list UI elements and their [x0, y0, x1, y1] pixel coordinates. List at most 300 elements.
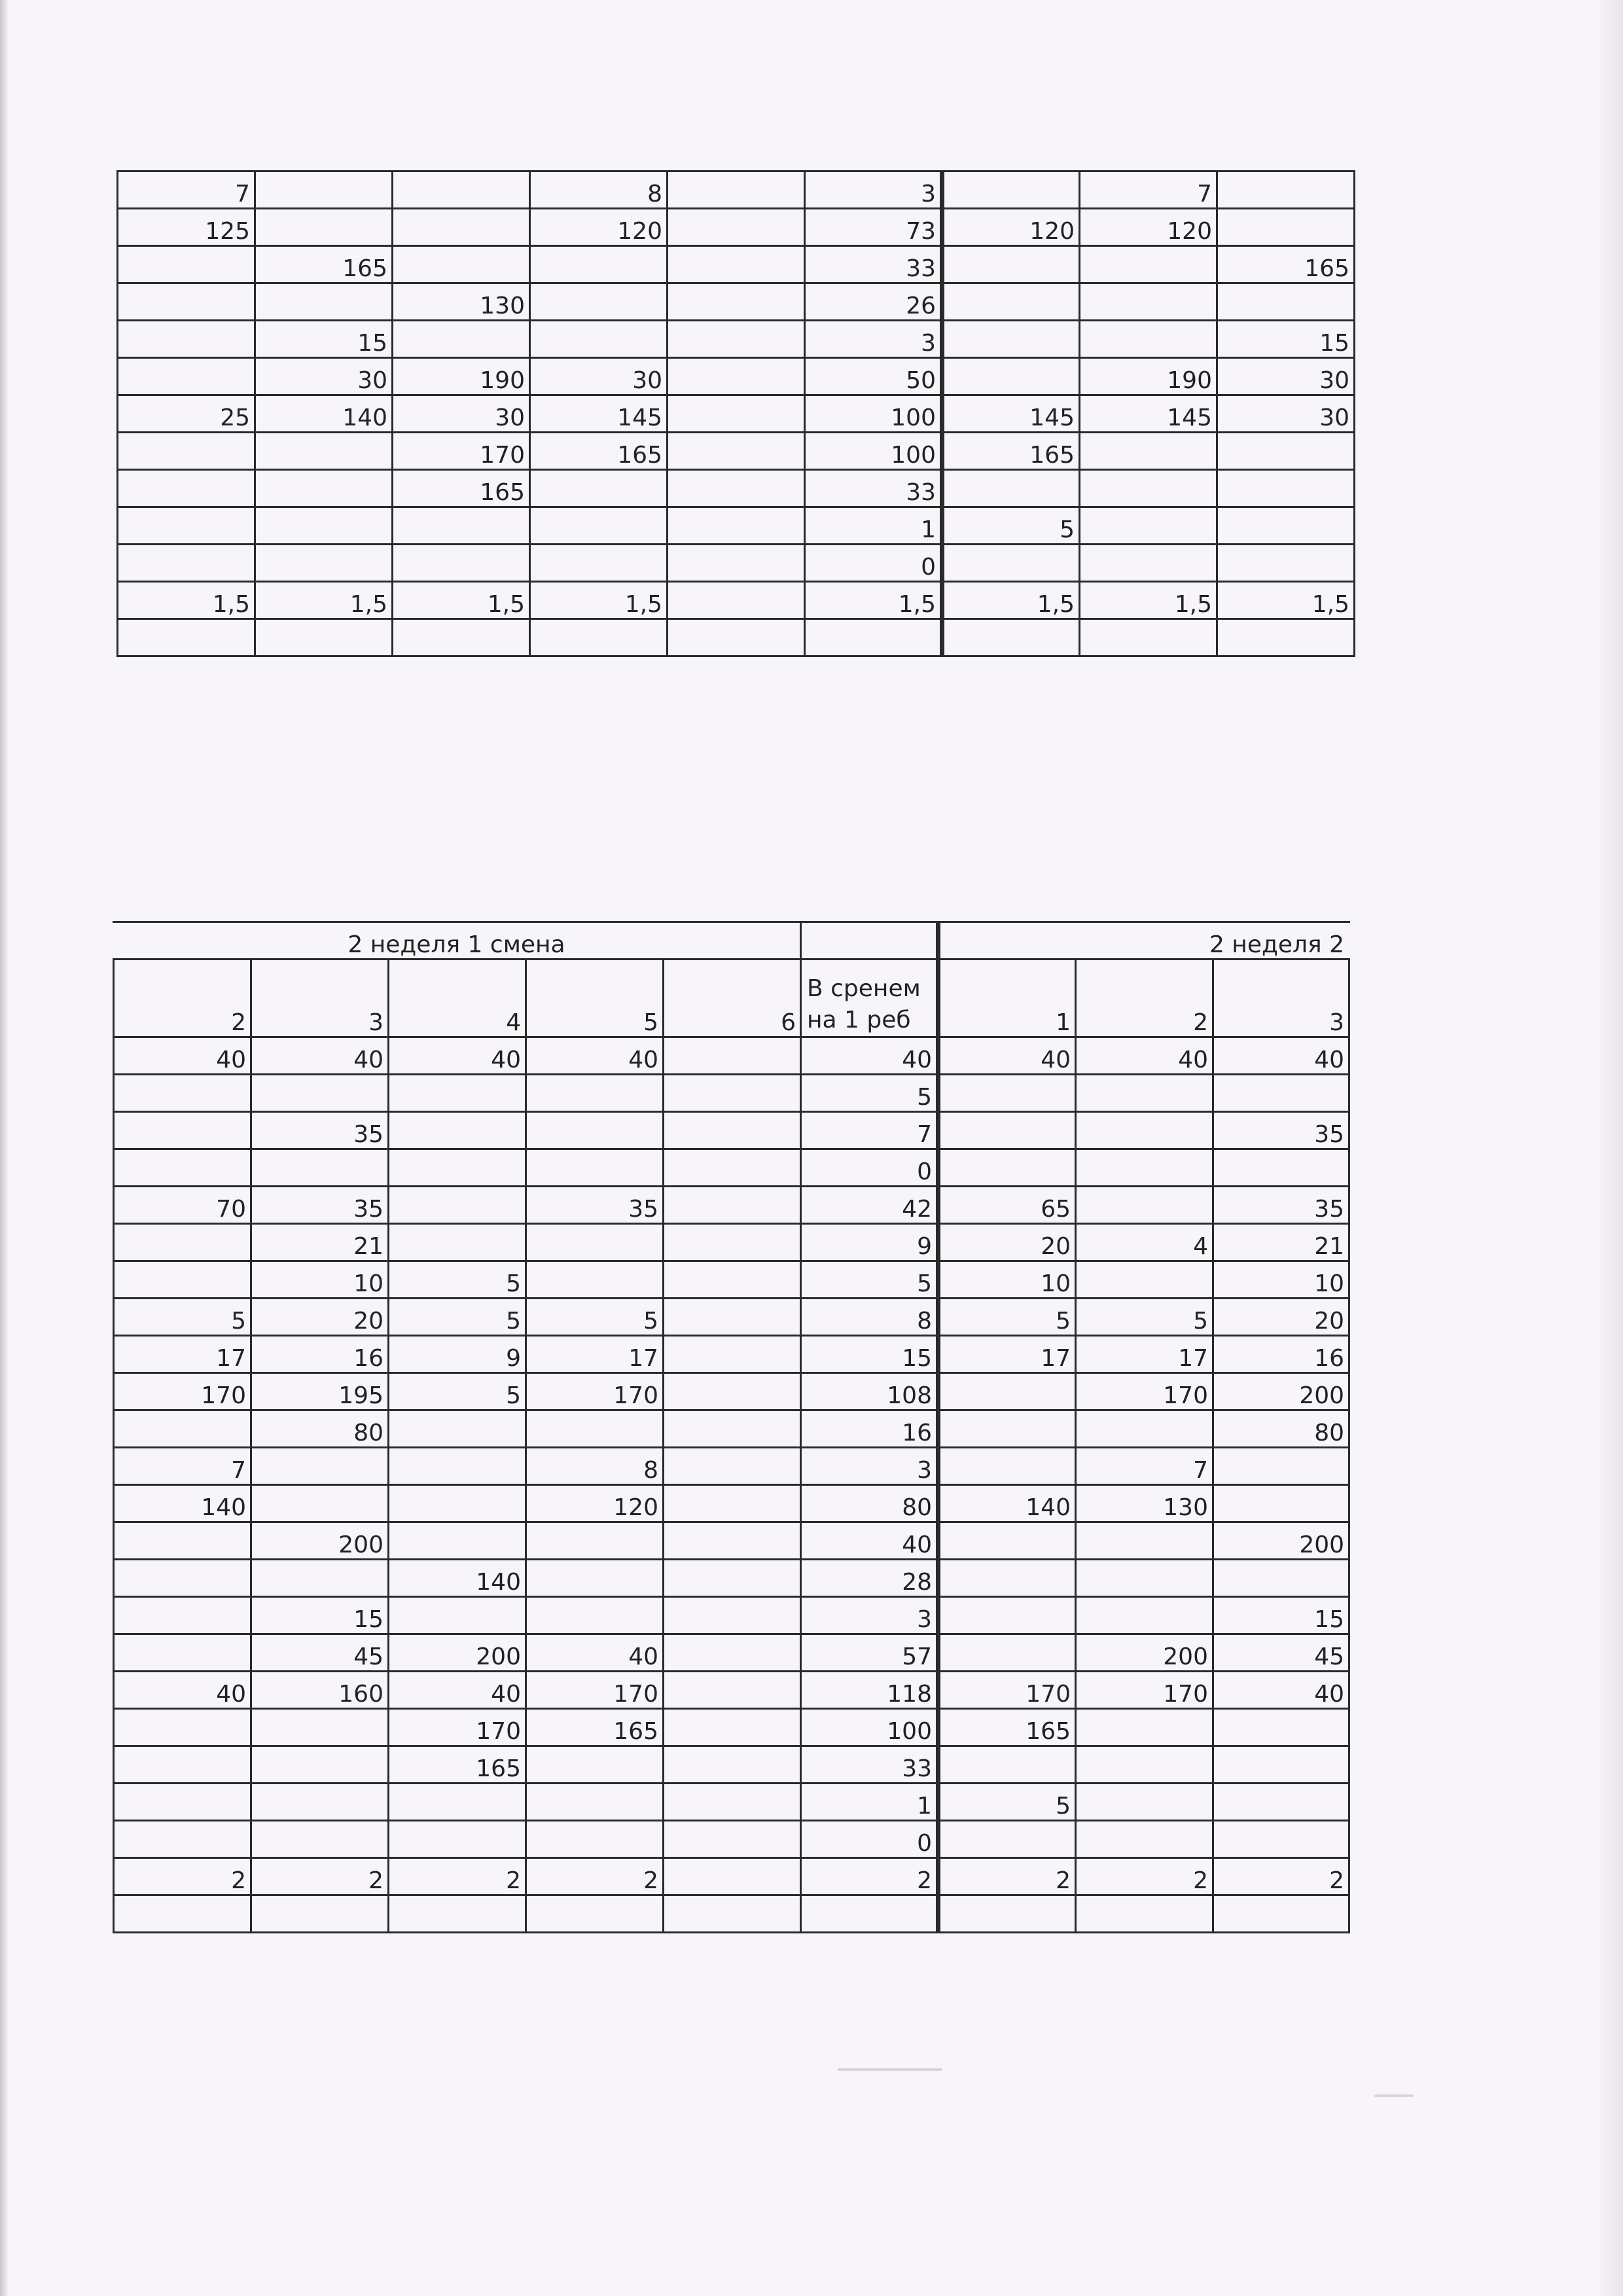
table-cell: 26 [805, 283, 942, 321]
table-cell [668, 545, 805, 582]
table-cell [942, 470, 1080, 507]
table-cell: 200 [251, 1522, 389, 1560]
table-cell [664, 1037, 801, 1075]
table-cell [1217, 545, 1355, 582]
table-cell [664, 1858, 801, 1895]
table-cell: 200 [1213, 1522, 1349, 1560]
table-cell [938, 1112, 1076, 1149]
table-cell: 17 [938, 1336, 1076, 1373]
table-cell: 40 [114, 1037, 251, 1075]
table-cell: 100 [805, 395, 942, 433]
table-row [118, 246, 1355, 283]
table-cell [805, 619, 942, 656]
table-cell: 0 [801, 1821, 938, 1858]
table-cell [118, 470, 255, 507]
table-cell [389, 1112, 526, 1149]
table-cell: 33 [805, 246, 942, 283]
table-cell: 165 [938, 1709, 1076, 1746]
table-cell [1213, 1895, 1349, 1933]
table-cell [114, 1261, 251, 1299]
table-cell: 2 [389, 1858, 526, 1895]
table-cell [526, 1522, 664, 1560]
table-cell: 170 [526, 1373, 664, 1410]
table-cell [668, 507, 805, 545]
table-cell: 190 [1080, 358, 1217, 395]
table-cell: 40 [1213, 1672, 1349, 1709]
table-cell [668, 470, 805, 507]
section-title-2: 2 неделя 2 [938, 922, 1349, 960]
table-row [114, 1299, 1349, 1336]
table-cell [942, 283, 1080, 321]
table-cell [938, 1075, 1076, 1112]
table-cell [530, 619, 668, 656]
table-cell [664, 1522, 801, 1560]
table-cell: 8 [530, 171, 668, 209]
table-cell: 15 [251, 1597, 389, 1634]
table-cell: 118 [801, 1672, 938, 1709]
table-cell [664, 1746, 801, 1784]
table-cell: 3 [801, 1448, 938, 1485]
table-cell [526, 1560, 664, 1597]
table-cell: 120 [530, 209, 668, 246]
table-cell: 1,5 [942, 582, 1080, 619]
table-cell [1213, 1746, 1349, 1784]
table-cell: 7 [1076, 1448, 1213, 1485]
table-cell: 3 [801, 1597, 938, 1634]
table-cell [530, 321, 668, 358]
table-cell [664, 1672, 801, 1709]
table-cell [938, 1560, 1076, 1597]
table-cell [664, 1224, 801, 1261]
table-cell [389, 1187, 526, 1224]
table-cell: 2 [801, 1858, 938, 1895]
table-cell: 40 [1076, 1037, 1213, 1075]
table-cell [389, 1597, 526, 1634]
table-cell [251, 1075, 389, 1112]
table-cell [251, 1560, 389, 1597]
table-cell: 1,5 [530, 582, 668, 619]
table-cell [664, 1821, 801, 1858]
table-cell: 108 [801, 1373, 938, 1410]
table-cell [664, 1299, 801, 1336]
table-cell [1213, 1560, 1349, 1597]
table-row [118, 470, 1355, 507]
table-cell [389, 1410, 526, 1448]
table-cell [118, 283, 255, 321]
table-cell [255, 507, 393, 545]
table-cell: 5 [526, 1299, 664, 1336]
table-cell: 35 [1213, 1112, 1349, 1149]
table-cell: 1,5 [118, 582, 255, 619]
table-cell: 170 [1076, 1373, 1213, 1410]
table-cell: 28 [801, 1560, 938, 1597]
table-row [114, 1410, 1349, 1448]
table-cell: 200 [389, 1634, 526, 1672]
table-cell [938, 1821, 1076, 1858]
table-cell: 80 [251, 1410, 389, 1448]
table-cell [1080, 246, 1217, 283]
table-cell: 200 [1213, 1373, 1349, 1410]
section-header-spacer [801, 922, 938, 960]
table-cell [393, 209, 530, 246]
table-cell [1076, 1075, 1213, 1112]
table-cell [1076, 1597, 1213, 1634]
table-cell: 25 [118, 395, 255, 433]
table-cell [389, 1075, 526, 1112]
table-cell: 2 [114, 1858, 251, 1895]
table-cell: 45 [1213, 1634, 1349, 1672]
table-cell: 35 [526, 1187, 664, 1224]
table-cell [1076, 1410, 1213, 1448]
table-cell [1080, 619, 1217, 656]
table-cell [251, 1448, 389, 1485]
table-cell [1213, 1075, 1349, 1112]
table-cell: 165 [255, 246, 393, 283]
column-header: 1 [938, 960, 1076, 1037]
table-cell: 5 [938, 1784, 1076, 1821]
table-cell [251, 1709, 389, 1746]
table-cell [942, 246, 1080, 283]
table-cell: 40 [801, 1522, 938, 1560]
table-cell [1076, 1821, 1213, 1858]
table-cell [255, 433, 393, 470]
table-cell: 70 [114, 1187, 251, 1224]
table-cell [1080, 507, 1217, 545]
table-cell: 1,5 [255, 582, 393, 619]
table-cell: 100 [801, 1709, 938, 1746]
table-cell [255, 171, 393, 209]
table-cell: 15 [255, 321, 393, 358]
table-cell: 17 [1076, 1336, 1213, 1373]
table-cell: 140 [114, 1485, 251, 1522]
column-header: 2 [1076, 960, 1213, 1037]
table-cell: 16 [801, 1410, 938, 1448]
table-cell [1217, 283, 1355, 321]
table-row [118, 283, 1355, 321]
table-cell: 145 [1080, 395, 1217, 433]
table-cell [1076, 1187, 1213, 1224]
table-cell [526, 1224, 664, 1261]
table-cell: 30 [393, 395, 530, 433]
table-cell [526, 1261, 664, 1299]
table-cell: 40 [801, 1037, 938, 1075]
table-cell [1080, 283, 1217, 321]
table-cell [389, 1448, 526, 1485]
table-cell: 17 [114, 1336, 251, 1373]
table-cell: 20 [938, 1224, 1076, 1261]
table-cell: 33 [805, 470, 942, 507]
table-cell: 1 [805, 507, 942, 545]
table-cell [668, 358, 805, 395]
scan-left-edge [0, 0, 9, 2296]
table-row [114, 1037, 1349, 1075]
table-cell: 165 [942, 433, 1080, 470]
table-cell [393, 545, 530, 582]
table-cell: 9 [389, 1336, 526, 1373]
table-cell [114, 1522, 251, 1560]
table-cell: 35 [251, 1187, 389, 1224]
table-cell [114, 1746, 251, 1784]
table-cell: 5 [1076, 1299, 1213, 1336]
table-cell [114, 1224, 251, 1261]
table-cell: 5 [389, 1261, 526, 1299]
table-cell [664, 1373, 801, 1410]
table-cell: 16 [1213, 1336, 1349, 1373]
table-cell [668, 433, 805, 470]
table-cell: 40 [526, 1037, 664, 1075]
table-cell [938, 1746, 1076, 1784]
table-row [114, 1709, 1349, 1746]
table-row [118, 545, 1355, 582]
table-cell [668, 246, 805, 283]
table-cell: 10 [938, 1261, 1076, 1299]
table-cell [118, 246, 255, 283]
table-cell [251, 1746, 389, 1784]
table-cell: 21 [251, 1224, 389, 1261]
table-cell: 2 [526, 1858, 664, 1895]
table-cell [664, 1336, 801, 1373]
table-cell [526, 1784, 664, 1821]
table-cell [938, 1149, 1076, 1187]
table-row [118, 619, 1355, 656]
table-cell [1080, 545, 1217, 582]
table-row [114, 1336, 1349, 1373]
table-row [114, 1746, 1349, 1784]
table-cell: 4 [1076, 1224, 1213, 1261]
table-cell: 120 [1080, 209, 1217, 246]
table-cell [938, 1522, 1076, 1560]
table-cell [1076, 1522, 1213, 1560]
table-cell [114, 1149, 251, 1187]
table-cell: 40 [389, 1037, 526, 1075]
table-cell [393, 619, 530, 656]
table-row [118, 582, 1355, 619]
table-cell [389, 1784, 526, 1821]
column-header: 3 [1213, 960, 1349, 1037]
column-header: 2 [114, 960, 251, 1037]
table-cell: 2 [251, 1858, 389, 1895]
table-row [114, 1149, 1349, 1187]
table-row [114, 1522, 1349, 1560]
table-cell: 7 [801, 1112, 938, 1149]
table-cell [668, 321, 805, 358]
table-cell: 190 [393, 358, 530, 395]
column-header-row [114, 960, 1349, 1037]
table-cell: 40 [114, 1672, 251, 1709]
table-cell [114, 1075, 251, 1112]
table-cell [114, 1895, 251, 1933]
table-cell [530, 470, 668, 507]
table-cell [938, 1410, 1076, 1448]
table-cell [1217, 433, 1355, 470]
scan-right-edge [1597, 0, 1623, 2296]
table-cell [1080, 321, 1217, 358]
table-cell [114, 1597, 251, 1634]
section-header-row [114, 922, 1349, 960]
table-cell: 1,5 [393, 582, 530, 619]
table-cell [530, 507, 668, 545]
table-row [114, 1634, 1349, 1672]
table-cell [942, 619, 1080, 656]
table-cell: 195 [251, 1373, 389, 1410]
table-cell [1217, 171, 1355, 209]
table-cell [938, 1373, 1076, 1410]
table-cell: 140 [389, 1560, 526, 1597]
column-header: 4 [389, 960, 526, 1037]
table-cell [118, 507, 255, 545]
table-cell: 30 [1217, 395, 1355, 433]
column-header-average: В сренем на 1 реб [801, 960, 938, 1037]
table-cell [664, 1895, 801, 1933]
table-cell [389, 1149, 526, 1187]
table-cell: 7 [114, 1448, 251, 1485]
table-cell [526, 1895, 664, 1933]
table-cell [664, 1560, 801, 1597]
table-cell: 5 [114, 1299, 251, 1336]
table-cell [1217, 507, 1355, 545]
table-cell [664, 1261, 801, 1299]
table-cell: 40 [938, 1037, 1076, 1075]
table-cell: 80 [801, 1485, 938, 1522]
table-cell [668, 171, 805, 209]
table-cell [389, 1522, 526, 1560]
table-cell [938, 1597, 1076, 1634]
table-cell: 20 [1213, 1299, 1349, 1336]
table-cell [664, 1485, 801, 1522]
table-cell [114, 1784, 251, 1821]
table-cell [1076, 1746, 1213, 1784]
table-cell: 50 [805, 358, 942, 395]
table-cell [251, 1149, 389, 1187]
table-cell [1076, 1784, 1213, 1821]
table-cell: 5 [389, 1373, 526, 1410]
table-cell [255, 619, 393, 656]
table-cell [389, 1821, 526, 1858]
table-cell: 165 [526, 1709, 664, 1746]
table-cell: 1 [801, 1784, 938, 1821]
table-cell [664, 1187, 801, 1224]
table-row [114, 1075, 1349, 1112]
table-cell: 170 [114, 1373, 251, 1410]
table-cell [393, 507, 530, 545]
table-row [114, 1560, 1349, 1597]
table-cell: 1,5 [805, 582, 942, 619]
table-cell: 7 [1080, 171, 1217, 209]
table-cell [1217, 619, 1355, 656]
table-cell: 35 [1213, 1187, 1349, 1224]
table-cell [389, 1895, 526, 1933]
table-cell [118, 619, 255, 656]
table-cell [1076, 1112, 1213, 1149]
table-cell [255, 470, 393, 507]
table-cell: 40 [251, 1037, 389, 1075]
table-cell [942, 321, 1080, 358]
table-cell: 9 [801, 1224, 938, 1261]
table-cell: 170 [526, 1672, 664, 1709]
table-cell: 35 [251, 1112, 389, 1149]
table-cell: 5 [942, 507, 1080, 545]
table-row [114, 1187, 1349, 1224]
table-cell [938, 1634, 1076, 1672]
table-cell: 5 [389, 1299, 526, 1336]
table-cell: 0 [805, 545, 942, 582]
table-cell [114, 1634, 251, 1672]
table-cell [668, 283, 805, 321]
table-cell: 57 [801, 1634, 938, 1672]
table-cell: 3 [805, 321, 942, 358]
table-cell [393, 321, 530, 358]
table-cell: 73 [805, 209, 942, 246]
table-cell [1080, 470, 1217, 507]
table-cell [114, 1709, 251, 1746]
table-cell [1080, 433, 1217, 470]
table-row [114, 1784, 1349, 1821]
table-cell [255, 283, 393, 321]
table-row [114, 1672, 1349, 1709]
table-cell: 3 [805, 171, 942, 209]
table-cell [1213, 1149, 1349, 1187]
table-cell [114, 1560, 251, 1597]
table-row [118, 358, 1355, 395]
table-cell: 165 [393, 470, 530, 507]
table-cell [668, 395, 805, 433]
table-cell [114, 1821, 251, 1858]
table-cell: 15 [1217, 321, 1355, 358]
table-cell: 125 [118, 209, 255, 246]
table-cell: 33 [801, 1746, 938, 1784]
table-cell: 200 [1076, 1634, 1213, 1672]
table-cell [251, 1784, 389, 1821]
table-cell: 140 [938, 1485, 1076, 1522]
table-cell [942, 171, 1080, 209]
table-cell [664, 1112, 801, 1149]
table-cell [1076, 1149, 1213, 1187]
table-cell [1213, 1784, 1349, 1821]
table-cell [1213, 1821, 1349, 1858]
table-row [118, 395, 1355, 433]
table-cell [389, 1485, 526, 1522]
table-row [114, 1112, 1349, 1149]
table-cell: 145 [942, 395, 1080, 433]
table-cell: 130 [1076, 1485, 1213, 1522]
table-cell [1213, 1448, 1349, 1485]
table-cell [255, 545, 393, 582]
table-cell: 30 [255, 358, 393, 395]
table-cell: 15 [801, 1336, 938, 1373]
table-cell: 17 [526, 1336, 664, 1373]
table-row [114, 1858, 1349, 1895]
table-row [114, 1821, 1349, 1858]
table-cell [668, 619, 805, 656]
table-cell: 140 [255, 395, 393, 433]
table-cell [664, 1709, 801, 1746]
table-cell: 120 [942, 209, 1080, 246]
table-row [114, 1224, 1349, 1261]
table-cell: 130 [393, 283, 530, 321]
table-cell [526, 1149, 664, 1187]
table-cell: 21 [1213, 1224, 1349, 1261]
table-cell [251, 1895, 389, 1933]
table-cell [938, 1895, 1076, 1933]
table-cell [1076, 1261, 1213, 1299]
table-cell [526, 1821, 664, 1858]
column-header: 6 [664, 960, 801, 1037]
table-cell: 10 [1213, 1261, 1349, 1299]
table-cell: 16 [251, 1336, 389, 1373]
table-cell [664, 1149, 801, 1187]
column-header: 3 [251, 960, 389, 1037]
table-cell: 15 [1213, 1597, 1349, 1634]
